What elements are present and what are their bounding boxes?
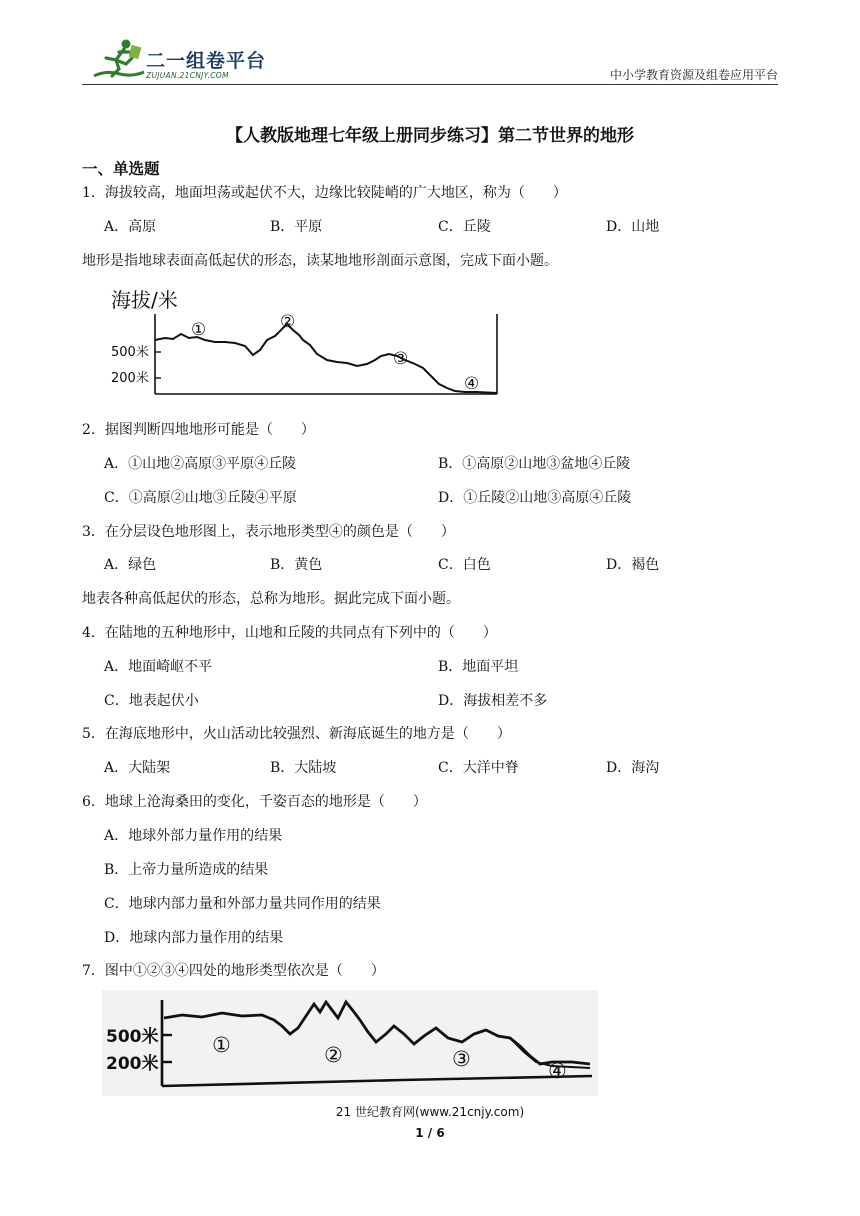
q5-option-b[interactable]: B．大陆坡 bbox=[270, 760, 337, 776]
footer-site: 21 世纪教育网(www.21cnjy.com) bbox=[335, 1105, 525, 1119]
fig1-mark-1: ① bbox=[191, 320, 207, 340]
q2-option-b[interactable]: B．①高原②山地③盆地④丘陵 bbox=[438, 456, 631, 472]
fig2-mark-2: ② bbox=[324, 1043, 343, 1067]
question-1-stem: 1．海拔较高，地面坦荡或起伏不大，边缘比较陡峭的广大地区，称为（ ） bbox=[82, 185, 567, 201]
intro-text-1: 地形是指地球表面高低起伏的形态，读某地地形剖面示意图，完成下面小题。 bbox=[82, 253, 558, 269]
fig2-mark-3: ③ bbox=[452, 1047, 471, 1071]
terrain-profile-figure-1 bbox=[105, 280, 505, 400]
runner-logo-icon bbox=[86, 36, 146, 84]
fig2-tick-500: 500米 bbox=[106, 1027, 159, 1047]
q6-option-c[interactable]: C．地球内部力量和外部力量共同作用的结果 bbox=[104, 896, 381, 912]
q2-option-a[interactable]: A．①山地②高原③平原④丘陵 bbox=[104, 456, 297, 472]
q1-option-a[interactable]: A．高原 bbox=[104, 219, 157, 235]
question-5-stem: 5．在海底地形中，火山活动比较强烈、新海底诞生的地方是（ ） bbox=[82, 726, 511, 742]
terrain-profile-figure-2 bbox=[102, 990, 598, 1096]
q6-option-b[interactable]: B．上帝力量所造成的结果 bbox=[104, 862, 269, 878]
question-7-stem: 7．图中①②③④四处的地形类型依次是（ ） bbox=[82, 963, 385, 979]
fig2-tick-200: 200米 bbox=[106, 1054, 159, 1074]
fig2-mark-1: ① bbox=[212, 1033, 231, 1057]
q4-option-b[interactable]: B．地面平坦 bbox=[438, 659, 519, 675]
intro-text-2: 地表各种高低起伏的形态，总称为地形。据此完成下面小题。 bbox=[82, 591, 460, 607]
fig1-tick-500: 500米 bbox=[111, 345, 149, 360]
q1-option-b[interactable]: B．平原 bbox=[270, 219, 323, 235]
q6-option-a[interactable]: A．地球外部力量作用的结果 bbox=[104, 828, 283, 844]
q3-option-c[interactable]: C．白色 bbox=[438, 557, 491, 573]
logo-text: 二一组卷平台 bbox=[146, 50, 267, 72]
q3-option-d[interactable]: D．褐色 bbox=[606, 557, 660, 573]
q4-option-d[interactable]: D．海拔相差不多 bbox=[438, 693, 548, 709]
q6-option-d[interactable]: D．地球内部力量作用的结果 bbox=[104, 930, 284, 946]
logo-subtext: ZUJUAN.21CNJY.COM bbox=[146, 71, 229, 80]
q3-option-a[interactable]: A．绿色 bbox=[104, 557, 157, 573]
q5-option-c[interactable]: C．大洋中脊 bbox=[438, 760, 519, 776]
fig1-ylabel: 海拔/米 bbox=[111, 288, 178, 312]
q5-option-a[interactable]: A．大陆架 bbox=[104, 760, 171, 776]
q2-option-c[interactable]: C．①高原②山地③丘陵④平原 bbox=[104, 490, 297, 506]
fig1-mark-4: ④ bbox=[464, 374, 480, 394]
header-divider bbox=[82, 84, 778, 85]
q4-option-a[interactable]: A．地面崎岖不平 bbox=[104, 659, 213, 675]
section-heading: 一、单选题 bbox=[82, 160, 160, 178]
question-2-stem: 2．据图判断四地地形可能是（ ） bbox=[82, 422, 315, 438]
fig2-mark-4: ④ bbox=[548, 1059, 567, 1083]
q4-option-c[interactable]: C．地表起伏小 bbox=[104, 693, 199, 709]
q5-option-d[interactable]: D．海沟 bbox=[606, 760, 660, 776]
question-6-stem: 6．地球上沧海桑田的变化，千姿百态的地形是（ ） bbox=[82, 794, 427, 810]
q1-option-d[interactable]: D．山地 bbox=[606, 219, 660, 235]
platform-tagline: 中小学教育资源及组卷应用平台 bbox=[609, 68, 778, 82]
fig1-mark-3: ③ bbox=[393, 349, 409, 369]
question-3-stem: 3．在分层设色地形图上，表示地形类型④的颜色是（ ） bbox=[82, 524, 455, 540]
q1-option-c[interactable]: C．丘陵 bbox=[438, 219, 491, 235]
q3-option-b[interactable]: B．黄色 bbox=[270, 557, 323, 573]
fig1-tick-200: 200米 bbox=[111, 371, 149, 386]
question-4-stem: 4．在陆地的五种地形中，山地和丘陵的共同点有下列中的（ ） bbox=[82, 625, 497, 641]
q2-option-d[interactable]: D．①丘陵②山地③高原④丘陵 bbox=[438, 490, 632, 506]
page-number: 1 / 6 bbox=[415, 1126, 445, 1140]
fig1-mark-2: ② bbox=[280, 312, 296, 332]
page-title: 【人教版地理七年级上册同步练习】第二节世界的地形 bbox=[226, 126, 634, 146]
